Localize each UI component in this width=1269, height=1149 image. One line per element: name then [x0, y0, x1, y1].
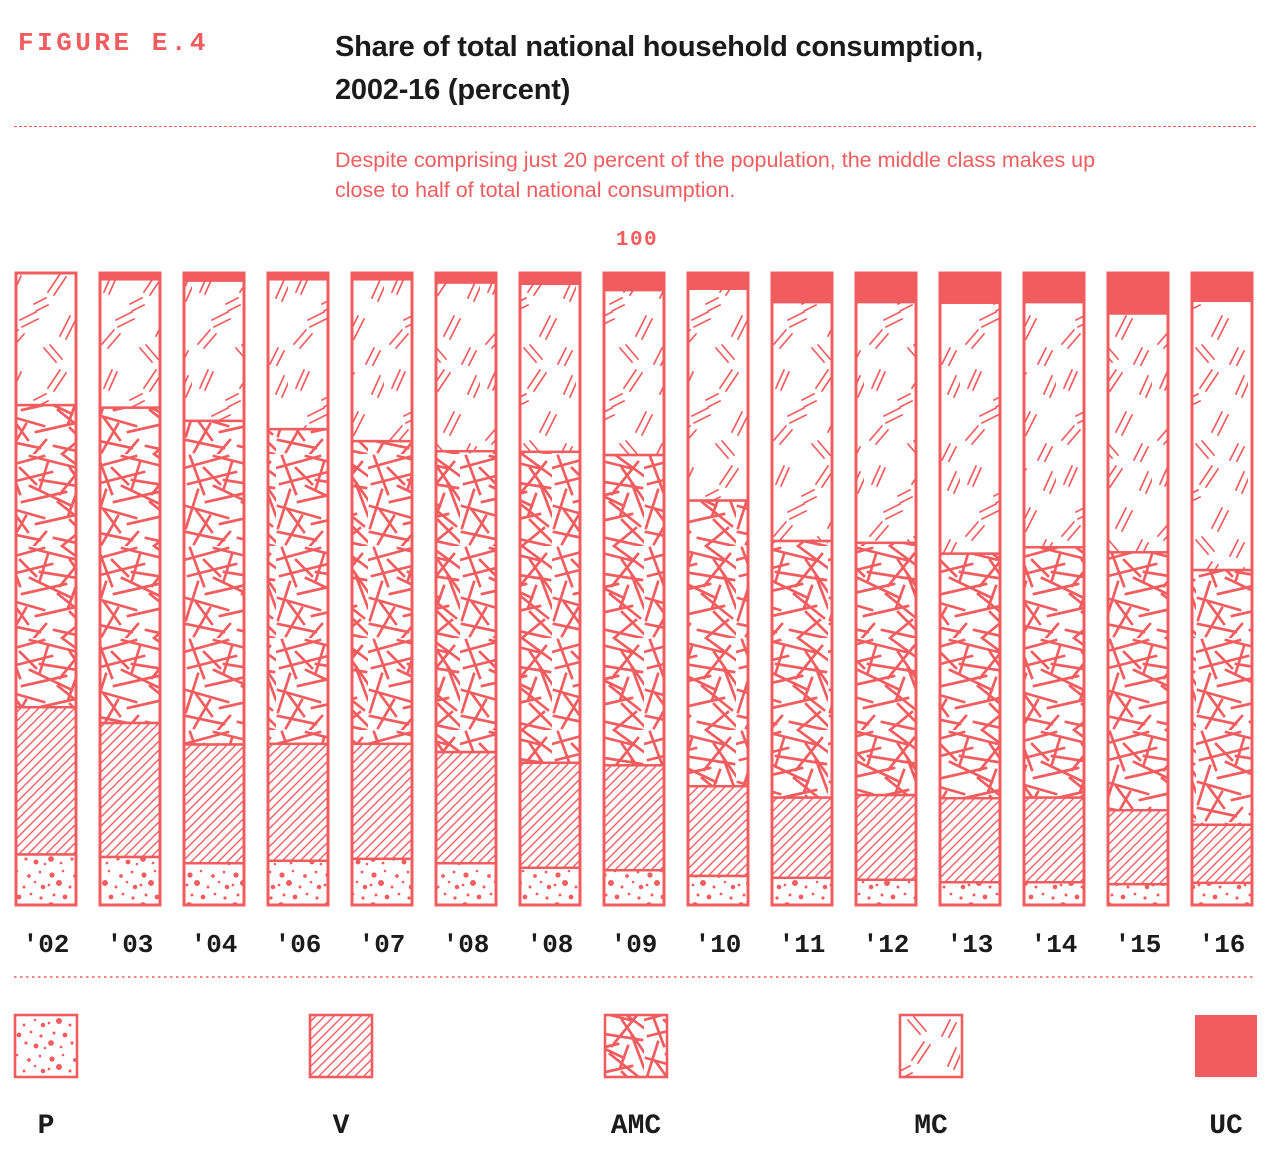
segment-amc-07 [352, 441, 412, 744]
chart-title [335, 26, 983, 112]
legend-swatch-solid [1195, 1015, 1257, 1077]
legend-swatch-diagonal-hatch [310, 1015, 372, 1077]
segment-amc-12 [856, 543, 916, 795]
segment-p-11 [772, 878, 832, 905]
chart-title-line1: Share of total national household consumption, [335, 31, 984, 63]
segment-p-08 [436, 863, 496, 905]
segment-mc-04 [184, 281, 244, 421]
segment-uc-12 [856, 273, 916, 302]
bar-0-02 [16, 273, 76, 905]
segment-v-03 [100, 723, 160, 857]
segment-uc-09 [604, 273, 664, 290]
segment-mc-14 [1024, 302, 1084, 547]
x-axis-label-1: '03 [106, 930, 154, 960]
legend-label-v: V [332, 1111, 350, 1142]
legend-item-p [15, 1015, 77, 1142]
x-axis-label-14: '16 [1198, 930, 1246, 960]
dashed-divider-top [14, 126, 1256, 127]
segment-p-03 [100, 857, 160, 905]
segment-amc-08 [436, 451, 496, 752]
x-axis-label-8: '10 [694, 930, 742, 960]
bar-6-08 [520, 273, 580, 905]
segment-v-02 [16, 707, 76, 854]
segment-p-14 [1024, 882, 1084, 905]
segment-mc-06 [268, 279, 328, 429]
bar-7-09 [604, 273, 664, 905]
segment-mc-09 [604, 290, 664, 455]
bar-2-04 [184, 273, 244, 905]
segment-p-15 [1108, 884, 1168, 905]
segment-uc-14 [1024, 273, 1084, 302]
segment-p-06 [268, 861, 328, 905]
x-axis-label-6: '08 [526, 930, 574, 960]
segment-uc-13 [940, 273, 1000, 303]
bar-9-11 [772, 273, 832, 905]
segment-v-11 [772, 798, 832, 878]
segment-amc-13 [940, 554, 1000, 799]
segment-mc-03 [100, 279, 160, 407]
x-axis-label-3: '06 [274, 930, 322, 960]
segment-p-04 [184, 863, 244, 905]
segment-amc-08 [520, 452, 580, 763]
x-axis-label-2: '04 [190, 930, 238, 960]
bar-13-15 [1108, 273, 1168, 905]
segment-v-12 [856, 795, 916, 880]
segment-p-16 [1192, 883, 1252, 905]
x-axis-label-7: '09 [610, 930, 658, 960]
segment-v-07 [352, 744, 412, 859]
segment-p-12 [856, 880, 916, 905]
segment-v-13 [940, 798, 1000, 882]
segment-amc-10 [688, 501, 748, 787]
chart-subtitle-line1: Despite comprising just 20 percent of the population, the middle class makes up [335, 148, 1096, 172]
chart-legend [15, 1015, 1257, 1142]
x-axis-label-13: '15 [1114, 930, 1162, 960]
segment-p-02 [16, 854, 76, 905]
x-axis-label-11: '13 [946, 930, 994, 960]
chart-subtitle [335, 145, 1095, 205]
legend-swatch-random-crosshatch [605, 1015, 667, 1077]
segment-mc-11 [772, 302, 832, 541]
segment-mc-08 [436, 282, 496, 451]
bar-8-10 [688, 273, 748, 905]
segment-mc-08 [520, 284, 580, 452]
segment-amc-15 [1108, 552, 1168, 810]
x-axis-label-4: '07 [358, 930, 406, 960]
x-axis-label-10: '12 [862, 930, 910, 960]
segment-mc-15 [1108, 313, 1168, 552]
chart-title-line2: 2002-16 (percent) [335, 74, 571, 106]
bar-11-13 [940, 273, 1000, 905]
segment-v-08 [436, 752, 496, 863]
legend-item-mc [900, 1015, 962, 1142]
legend-label-uc: UC [1209, 1111, 1243, 1142]
segment-mc-02 [16, 273, 76, 405]
x-axis-label-12: '14 [1030, 930, 1078, 960]
bar-3-06 [268, 273, 328, 905]
segment-v-16 [1192, 825, 1252, 883]
segment-mc-13 [940, 303, 1000, 554]
legend-item-v [310, 1015, 372, 1142]
segment-amc-03 [100, 408, 160, 723]
legend-label-p: P [37, 1111, 55, 1142]
bar-12-14 [1024, 273, 1084, 905]
x-axis-label-0: '02 [22, 930, 70, 960]
segment-amc-06 [268, 429, 328, 744]
segment-v-15 [1108, 810, 1168, 884]
segment-amc-02 [16, 405, 76, 707]
segment-uc-15 [1108, 273, 1168, 313]
segment-mc-10 [688, 289, 748, 501]
segment-uc-16 [1192, 273, 1252, 301]
segment-mc-12 [856, 302, 916, 543]
bar-1-03 [100, 273, 160, 905]
segment-amc-09 [604, 455, 664, 765]
legend-label-mc: MC [914, 1111, 948, 1142]
chart-subtitle-line2: close to half of total national consumption. [335, 178, 736, 202]
legend-item-uc [1195, 1015, 1257, 1142]
legend-swatch-dots [15, 1015, 77, 1077]
x-axis-label-9: '11 [778, 930, 826, 960]
segment-amc-04 [184, 421, 244, 745]
segment-v-14 [1024, 798, 1084, 883]
segment-v-10 [688, 786, 748, 876]
bar-14-16 [1192, 273, 1252, 905]
bar-5-08 [436, 273, 496, 905]
segment-p-08 [520, 868, 580, 905]
segment-mc-07 [352, 279, 412, 441]
segment-p-07 [352, 859, 412, 905]
figure-number-label: FIGURE E.4 [18, 28, 210, 58]
stacked-bar-chart-canvas [0, 270, 1269, 1149]
x-axis-labels [23, 930, 1246, 960]
segment-p-13 [940, 882, 1000, 905]
segment-p-10 [688, 876, 748, 905]
segment-uc-11 [772, 273, 832, 302]
segment-v-04 [184, 744, 244, 863]
x-axis-label-5: '08 [442, 930, 490, 960]
bar-4-07 [352, 273, 412, 905]
bar-10-12 [856, 273, 916, 905]
segment-v-09 [604, 765, 664, 870]
segment-v-08 [520, 763, 580, 868]
segment-amc-11 [772, 541, 832, 798]
segment-p-09 [604, 870, 664, 905]
segment-amc-14 [1024, 547, 1084, 797]
bars-group [16, 273, 1252, 905]
legend-item-amc [605, 1015, 667, 1142]
axis-max-label: 100 [615, 229, 659, 252]
segment-v-06 [268, 744, 328, 861]
legend-swatch-sparse-double-lines [900, 1015, 962, 1077]
segment-amc-16 [1192, 570, 1252, 825]
segment-uc-08 [520, 273, 580, 284]
segment-uc-10 [688, 273, 748, 289]
legend-label-amc: AMC [610, 1111, 662, 1142]
segment-mc-16 [1192, 301, 1252, 570]
